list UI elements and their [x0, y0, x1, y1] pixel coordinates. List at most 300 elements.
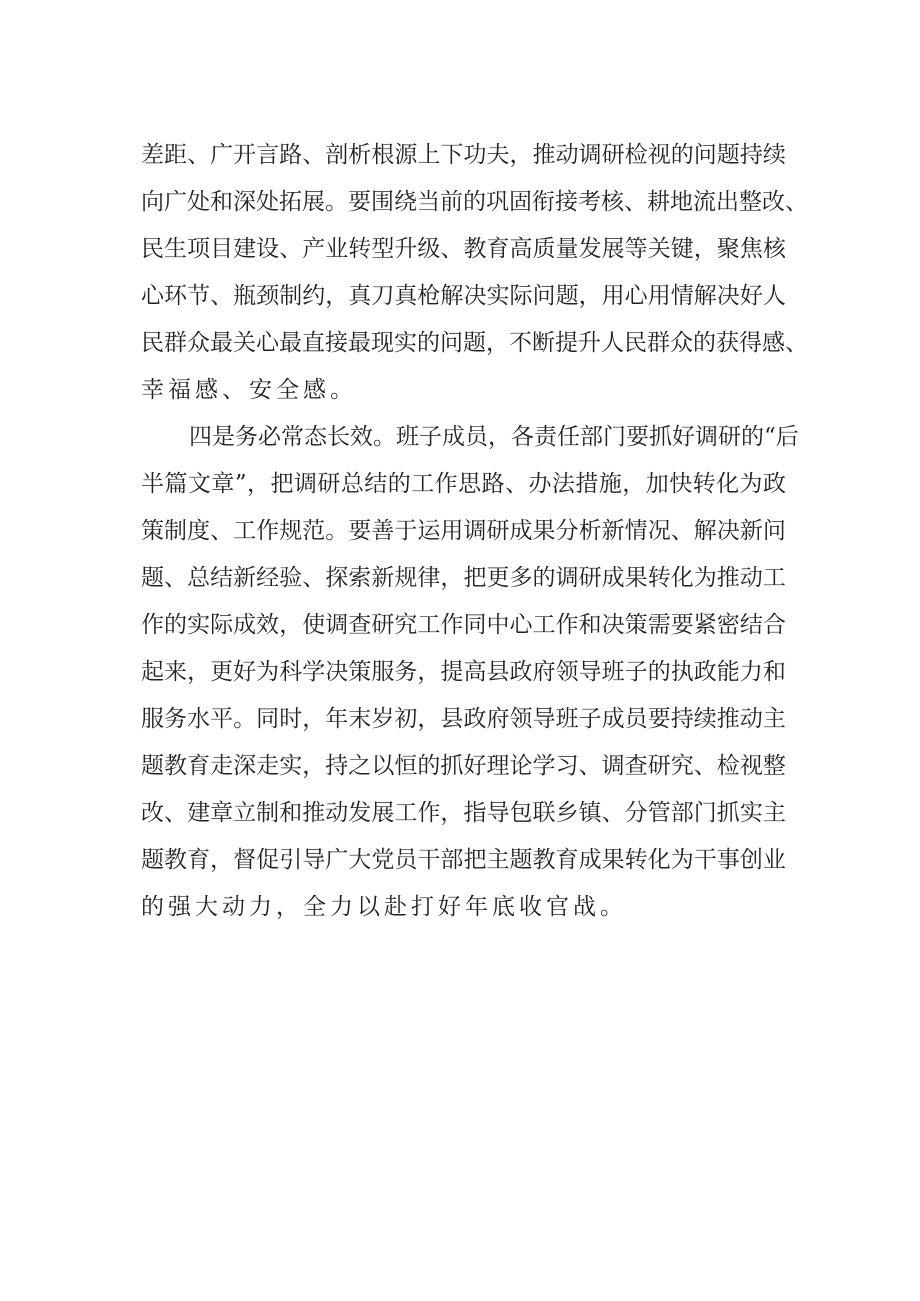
- character: 镇: [578, 800, 602, 826]
- character: 作: [141, 612, 164, 638]
- character: 用: [601, 283, 625, 309]
- character: 为: [739, 471, 763, 497]
- character: 心: [256, 330, 279, 356]
- character: 量: [555, 236, 579, 262]
- character: 推: [716, 706, 740, 732]
- character: 下: [440, 142, 464, 168]
- character: ，: [302, 706, 326, 732]
- character: 升: [394, 236, 418, 262]
- character: 、: [440, 236, 464, 262]
- character: 整: [739, 189, 762, 215]
- character: 施: [598, 471, 622, 497]
- character: 决: [716, 283, 740, 309]
- character: 实: [739, 800, 763, 826]
- character: 育: [187, 847, 211, 873]
- character: 研: [317, 471, 341, 497]
- character: 服: [141, 706, 164, 732]
- character: 升: [578, 330, 601, 356]
- character: 育: [187, 753, 211, 779]
- paragraph-1: [141, 132, 808, 414]
- document-body: [141, 132, 808, 931]
- character: 情: [670, 283, 694, 309]
- character: 以: [371, 753, 395, 779]
- character: 、: [187, 142, 211, 168]
- character: 紧: [693, 612, 717, 638]
- character: 法: [551, 471, 575, 497]
- text-line: [141, 555, 786, 602]
- character: ，: [578, 283, 602, 309]
- character: 班: [601, 659, 625, 685]
- character: 广: [325, 847, 349, 873]
- character: 律: [417, 565, 441, 591]
- character: 高: [463, 659, 487, 685]
- character: 要: [670, 612, 694, 638]
- character: 制: [279, 283, 303, 309]
- character: 部: [580, 424, 603, 450]
- character: 续: [762, 142, 786, 168]
- character: 、: [210, 518, 234, 544]
- text-line: [141, 320, 808, 367]
- character: 新: [233, 565, 257, 591]
- text-line: [141, 226, 786, 273]
- character: 。: [233, 706, 257, 732]
- character: 岁: [371, 706, 395, 732]
- character: 题: [141, 565, 164, 591]
- character: 府: [486, 706, 510, 732]
- character: 的: [693, 330, 716, 356]
- character: 改: [762, 189, 785, 215]
- character: 末: [348, 706, 372, 732]
- character: 。: [373, 424, 396, 450]
- character: 上: [417, 142, 441, 168]
- character: 为: [256, 659, 280, 685]
- character: ，: [247, 471, 271, 497]
- character: 作: [417, 800, 441, 826]
- character: 部: [440, 847, 464, 873]
- character: 子: [624, 659, 648, 685]
- character: 深: [233, 753, 257, 779]
- character: 的: [417, 753, 441, 779]
- character: ，: [187, 659, 211, 685]
- character: 研: [718, 424, 741, 450]
- character: 关: [233, 330, 256, 356]
- character: 生: [164, 236, 188, 262]
- character: 动: [555, 142, 579, 168]
- character: 决: [601, 612, 625, 638]
- character: 学: [302, 659, 326, 685]
- character: 产: [302, 236, 326, 262]
- character: 检: [624, 142, 648, 168]
- character: 员: [394, 847, 418, 873]
- character: 成: [233, 612, 257, 638]
- character: 展: [302, 189, 325, 215]
- character: 结: [364, 471, 388, 497]
- character: 作: [555, 612, 579, 638]
- character: 出: [716, 189, 739, 215]
- character: 班: [555, 706, 579, 732]
- character: 使: [302, 612, 326, 638]
- character: 心: [509, 612, 533, 638]
- character: 查: [624, 753, 648, 779]
- character: 际: [210, 612, 234, 638]
- character: 题: [463, 330, 486, 356]
- character: 总: [187, 565, 211, 591]
- text-line: [141, 649, 786, 696]
- character: 于: [394, 518, 418, 544]
- character: 推: [716, 565, 740, 591]
- character: 果: [532, 518, 556, 544]
- character: 问: [762, 518, 786, 544]
- character: 的: [647, 659, 671, 685]
- character: 把: [270, 471, 294, 497]
- character: 果: [601, 847, 625, 873]
- character: 后: [775, 424, 799, 450]
- character: 民: [624, 330, 647, 356]
- character: 好: [672, 424, 695, 450]
- character: 、: [578, 753, 602, 779]
- character: 章: [211, 471, 235, 497]
- character: 耕: [647, 189, 670, 215]
- character: 门: [693, 800, 717, 826]
- character: 持: [670, 706, 694, 732]
- character: 分: [555, 518, 579, 544]
- character: 查: [348, 612, 372, 638]
- character: 中: [486, 612, 510, 638]
- character: 四: [189, 424, 212, 450]
- character: 设: [256, 236, 280, 262]
- character: 和: [279, 800, 303, 826]
- character: 导: [486, 800, 510, 826]
- character: 子: [578, 706, 602, 732]
- character: 解: [693, 518, 717, 544]
- character: 最: [348, 330, 371, 356]
- character: 府: [532, 659, 556, 685]
- character: 的: [741, 424, 764, 450]
- character: 情: [624, 518, 648, 544]
- character: 制: [164, 518, 188, 544]
- character: 总: [340, 471, 364, 497]
- character: 前: [440, 189, 463, 215]
- character: 核: [762, 236, 786, 262]
- character: 目: [210, 236, 234, 262]
- character: 考: [578, 189, 601, 215]
- character: 题: [716, 142, 740, 168]
- character: 瓶: [233, 283, 257, 309]
- character: 经: [256, 565, 280, 591]
- text-line: [141, 179, 808, 226]
- character: 新: [371, 565, 395, 591]
- character: 质: [532, 236, 556, 262]
- character: 心: [624, 283, 648, 309]
- character: 开: [233, 142, 257, 168]
- character: 走: [210, 753, 234, 779]
- character: 调: [325, 612, 349, 638]
- character: 真: [394, 283, 418, 309]
- character: 科: [279, 659, 303, 685]
- character: 同: [256, 706, 280, 732]
- character: 是: [212, 424, 235, 450]
- character: 理: [486, 753, 510, 779]
- character: 转: [624, 847, 648, 873]
- text-line: [141, 743, 786, 790]
- character: 效: [350, 424, 373, 450]
- character: 言: [256, 142, 280, 168]
- character: 路: [279, 142, 303, 168]
- character: 固: [509, 189, 532, 215]
- character: 文: [187, 471, 211, 497]
- character: 平: [210, 706, 234, 732]
- character: 核: [601, 189, 624, 215]
- character: ，: [622, 471, 646, 497]
- character: 策: [624, 612, 648, 638]
- character: ，: [210, 847, 234, 873]
- character: 、: [624, 189, 647, 215]
- character: 差: [141, 142, 164, 168]
- character: 分: [624, 800, 648, 826]
- character: 级: [417, 236, 441, 262]
- character: 究: [670, 753, 694, 779]
- character: 教: [164, 847, 188, 873]
- character: 政: [463, 706, 487, 732]
- character: 约: [302, 283, 326, 309]
- character: 环: [164, 283, 188, 309]
- character: 研: [371, 612, 395, 638]
- character: 多: [509, 565, 533, 591]
- character: 流: [693, 189, 716, 215]
- character: 究: [394, 612, 418, 638]
- character: 不: [509, 330, 532, 356]
- character: 化: [670, 565, 694, 591]
- character: 析: [578, 518, 602, 544]
- character: 抓: [716, 800, 740, 826]
- character: 门: [603, 424, 626, 450]
- character: 县: [486, 659, 510, 685]
- character: 务: [235, 424, 258, 450]
- character: 工: [394, 800, 418, 826]
- character: 干: [417, 847, 441, 873]
- character: “: [764, 424, 776, 450]
- text-line: [141, 273, 786, 320]
- character: 工: [411, 471, 435, 497]
- character: 要: [348, 189, 371, 215]
- character: 众: [670, 330, 693, 356]
- character: 巩: [486, 189, 509, 215]
- character: 推: [302, 800, 326, 826]
- character: 好: [233, 659, 257, 685]
- character: 、: [279, 236, 303, 262]
- character: 解: [440, 283, 464, 309]
- character: 功: [463, 142, 487, 168]
- character: 断: [532, 330, 555, 356]
- character: 长: [327, 424, 350, 450]
- character: 范: [302, 518, 326, 544]
- character: 展: [601, 236, 625, 262]
- character: 现: [371, 330, 394, 356]
- character: 深: [233, 189, 256, 215]
- character: 颈: [256, 283, 280, 309]
- character: 际: [509, 283, 533, 309]
- character: 推: [532, 142, 556, 168]
- character: 把: [463, 847, 487, 873]
- character: 学: [532, 753, 556, 779]
- character: 员: [465, 424, 488, 450]
- character: 办: [528, 471, 552, 497]
- character: 、: [302, 565, 326, 591]
- character: 最: [210, 330, 233, 356]
- character: 规: [394, 565, 418, 591]
- character: 习: [555, 753, 579, 779]
- character: 领: [555, 659, 579, 685]
- character: 干: [693, 847, 717, 873]
- character: 需: [647, 612, 671, 638]
- character: 之: [348, 753, 372, 779]
- character: 用: [647, 283, 671, 309]
- character: 、: [164, 565, 188, 591]
- character: 度: [187, 518, 211, 544]
- character: 发: [578, 236, 602, 262]
- character: 群: [164, 330, 187, 356]
- character: 检: [716, 753, 740, 779]
- character: 刀: [371, 283, 395, 309]
- character: 策: [141, 518, 164, 544]
- character: 策: [348, 659, 372, 685]
- character: 得: [739, 330, 762, 356]
- character: 导: [302, 847, 326, 873]
- character: ，: [440, 565, 464, 591]
- character: ，: [488, 424, 511, 450]
- character: 常: [281, 424, 304, 450]
- character: 态: [304, 424, 327, 450]
- character: 同: [463, 612, 487, 638]
- character: 当: [417, 189, 440, 215]
- character: 枪: [417, 283, 441, 309]
- character: 合: [762, 612, 786, 638]
- character: 的: [670, 142, 694, 168]
- character: 教: [463, 236, 487, 262]
- character: 接: [325, 330, 348, 356]
- character: 解: [693, 283, 717, 309]
- character: 展: [371, 800, 395, 826]
- character: 管: [647, 800, 671, 826]
- character: 整: [762, 753, 786, 779]
- character: 、: [601, 800, 625, 826]
- character: 感: [762, 330, 785, 356]
- character: ，: [440, 800, 464, 826]
- character: 联: [532, 800, 556, 826]
- character: 时: [279, 706, 303, 732]
- character: 成: [578, 847, 602, 873]
- paragraph-2: [141, 414, 799, 931]
- character: 发: [348, 800, 372, 826]
- character: 直: [302, 330, 325, 356]
- character: 年: [325, 706, 349, 732]
- character: 衔: [532, 189, 555, 215]
- character: 化: [716, 471, 740, 497]
- character: 问: [532, 283, 556, 309]
- character: 促: [256, 847, 280, 873]
- character: 包: [509, 800, 533, 826]
- character: 人: [762, 283, 786, 309]
- character: 向: [141, 189, 164, 215]
- character: 政: [763, 471, 786, 497]
- character: 更: [210, 659, 234, 685]
- character: 工: [762, 565, 786, 591]
- character: 索: [348, 565, 372, 591]
- character: 好: [463, 753, 487, 779]
- character: 结: [210, 565, 234, 591]
- character: 析: [348, 142, 372, 168]
- character: 节: [187, 283, 211, 309]
- character: 提: [440, 659, 464, 685]
- character: 领: [509, 706, 533, 732]
- character: 的: [463, 189, 486, 215]
- character: 根: [371, 142, 395, 168]
- character: 距: [164, 142, 188, 168]
- character: 作: [434, 471, 458, 497]
- character: 力: [739, 659, 763, 685]
- character: 提: [555, 330, 578, 356]
- character: 大: [348, 847, 372, 873]
- character: 指: [463, 800, 487, 826]
- character: 项: [187, 236, 211, 262]
- character: 动: [325, 800, 349, 826]
- character: 续: [693, 706, 717, 732]
- character: ，: [486, 330, 509, 356]
- character: 路: [481, 471, 505, 497]
- character: 导: [532, 706, 556, 732]
- character: 研: [486, 518, 510, 544]
- character: 围: [371, 189, 394, 215]
- character: 思: [458, 471, 482, 497]
- character: 执: [670, 659, 694, 685]
- character: 密: [716, 612, 740, 638]
- character: 问: [440, 330, 463, 356]
- character: 作: [440, 612, 464, 638]
- character: ，: [279, 612, 303, 638]
- character: 转: [647, 565, 671, 591]
- character: 育: [486, 236, 510, 262]
- character: 效: [256, 612, 280, 638]
- character: 任: [557, 424, 580, 450]
- character: 实: [394, 330, 417, 356]
- character: ，: [302, 753, 326, 779]
- character: 党: [371, 847, 395, 873]
- character: 真: [348, 283, 372, 309]
- character: 务: [164, 706, 188, 732]
- character: 能: [716, 659, 740, 685]
- character: 育: [555, 847, 579, 873]
- character: 动: [739, 706, 763, 732]
- character: 、: [785, 330, 808, 356]
- character: 责: [534, 424, 557, 450]
- character: 恒: [394, 753, 418, 779]
- character: 导: [578, 659, 602, 685]
- character: 型: [371, 236, 395, 262]
- character: 果: [624, 565, 648, 591]
- character: 主: [762, 706, 786, 732]
- character: 动: [739, 565, 763, 591]
- character: 新: [739, 518, 763, 544]
- character: 规: [279, 518, 303, 544]
- character: 视: [739, 753, 763, 779]
- character: 、: [785, 189, 808, 215]
- character: ，: [325, 283, 349, 309]
- character: 水: [187, 706, 211, 732]
- character: 转: [692, 471, 716, 497]
- character: 转: [348, 236, 372, 262]
- character: 众: [187, 330, 210, 356]
- character: 论: [509, 753, 533, 779]
